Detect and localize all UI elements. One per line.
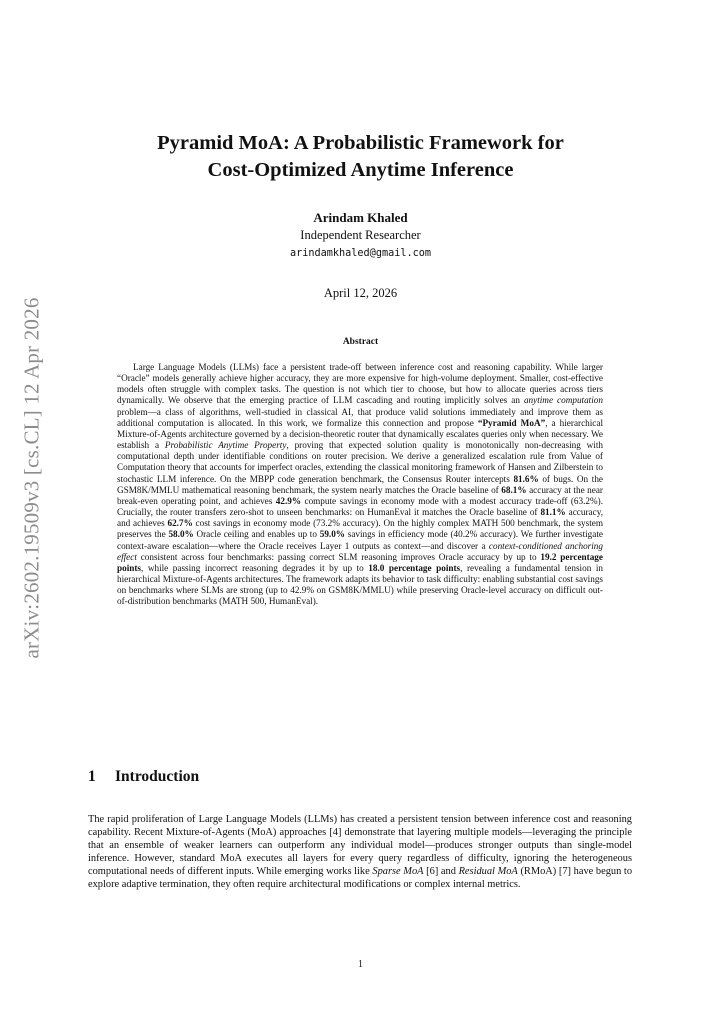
bold-emphasis: 81.1% xyxy=(540,507,566,518)
author-name: Arindam Khaled xyxy=(313,210,408,225)
arxiv-identifier-text: arXiv:2602.19509v3 [cs.CL] 12 Apr 2026 xyxy=(19,297,44,659)
section-number: 1 xyxy=(88,768,96,785)
italic-emphasis: context-conditioned anchoring effect xyxy=(117,540,603,562)
bold-emphasis: 18.0 percentage points xyxy=(368,562,461,573)
bold-emphasis: 68.1% xyxy=(501,484,527,495)
bold-emphasis: 19.2 percentage points xyxy=(117,551,603,573)
italic-emphasis: Probabilistic Anytime Property xyxy=(164,440,287,451)
paper-date: April 12, 2026 xyxy=(323,286,398,300)
bold-emphasis: “Pyramid MoA” xyxy=(477,417,546,428)
bold-emphasis: 59.0% xyxy=(319,529,345,540)
bold-emphasis: 62.7% xyxy=(167,518,193,529)
paper-title-line-2: Cost-Optimized Anytime Inference xyxy=(207,159,514,181)
author-email: arindamkhaled@gmail.com xyxy=(289,248,432,259)
section-title: Introduction xyxy=(115,768,200,785)
page-number: 1 xyxy=(358,959,363,970)
bold-emphasis: 81.6% xyxy=(513,473,539,484)
italic-emphasis: anytime computation xyxy=(523,395,603,406)
paper-title-line-1: Pyramid MoA: A Probabilistic Framework for xyxy=(157,132,564,154)
italic-emphasis: Sparse MoA xyxy=(372,866,424,878)
introduction-paragraph: The rapid proliferation of Large Language Models (LLMs) has created a persistent tension between inference cost and reasoning capability. Recent Mixture-of-Agents (MoA) approaches [4] demonstrate that layering multiple models—leveraging the principle that an ensemble of weaker learners can outperform any individual model—produces stronger outputs than single-model inference. However, standard MoA executes all layers for every query regardless of difficulty, ignoring the heterogeneous computational needs of different inputs. While emerging works like Sparse MoA [6] and Residual MoA (RMoA) [7] have begun to explore adaptive termination, they often require architectural modifications or complex internal metrics. xyxy=(88,814,633,891)
bold-emphasis: 42.9% xyxy=(275,495,302,506)
abstract-paragraph: Large Language Models (LLMs) face a persistent trade-off between inference cost and reasoning capability. While larger “Oracle” models generally achieve higher accuracy, they are more expensive for high-volume deployment. Smaller, cost-effective models often struggle with complex tasks. The question is not which tier to choose, but how to allocate queries across tiers dynamically. We observe that the emerging practice of LLM cascading and routing implicitly solves an anytime computation problem—a class of algorithms, well-studied in classical AI, that produce valid solutions immediately and improve them as additional computation is allocated. In this work, we formalize this connection and propose “Pyramid MoA”, a hierarchical Mixture-of-Agents architecture governed by a decision-theoretic router that dynamically escalates queries only when necessary. We establish a Probabilistic Anytime Property, proving that expected solution quality is monotonically non-decreasing with computational depth under identifiable conditions on router precision. We derive a generalized escalation rule from Value of Computation theory that accounts for imperfect oracles, extending the classical monitoring framework of Hansen and Zilberstein to stochastic LLM inference. On the MBPP code generation benchmark, the Consensus Router intercepts 81.6% of bugs. On the GSM8K/MMLU mathematical reasoning benchmark, the system nearly matches the Oracle baseline of 68.1% accuracy at the near break-even operating point, and achieves 42.9% compute savings in economy mode with a modest accuracy trade-off (63.2%). Crucially, the router transfers zero-shot to unseen benchmarks: on HumanEval it matches the Oracle baseline of 81.1% accuracy, and achieves 62.7% cost savings in economy mode (73.2% accuracy). On the highly complex MATH 500 benchmark, the system preserves the 58.0% Oracle ceiling and enables up to 59.0% savings in efficiency mode (40.2% accuracy). We further investigate context-aware escalation—where the Oracle receives Layer 1 outputs as context—and discover a context-conditioned anchoring effect consistent across four benchmarks: passing correct SLM reasoning improves Oracle accuracy by up to 19.2 percentage points, while passing incorrect reasoning degrades it by up to 18.0 percentage points, revealing a fundamental tension in hierarchical Mixture-of-Agents architectures. The framework adapts its behavior to task difficulty: enabling substantial cost savings on benchmarks where SLMs are strong (up to 42.9% on GSM8K/MMLU) while preserving Oracle-level accuracy on difficult out-of-distribution benchmarks (MATH 500, HumanEval). xyxy=(117,362,604,607)
paper-title xyxy=(0,130,721,184)
italic-emphasis: Residual MoA xyxy=(458,866,518,878)
author-affiliation: Independent Researcher xyxy=(300,228,421,242)
section-heading-introduction xyxy=(88,767,199,787)
abstract-body xyxy=(117,362,603,607)
bold-emphasis: 58.0% xyxy=(168,529,194,540)
introduction-body xyxy=(88,813,632,892)
abstract-heading: Abstract xyxy=(342,337,379,347)
